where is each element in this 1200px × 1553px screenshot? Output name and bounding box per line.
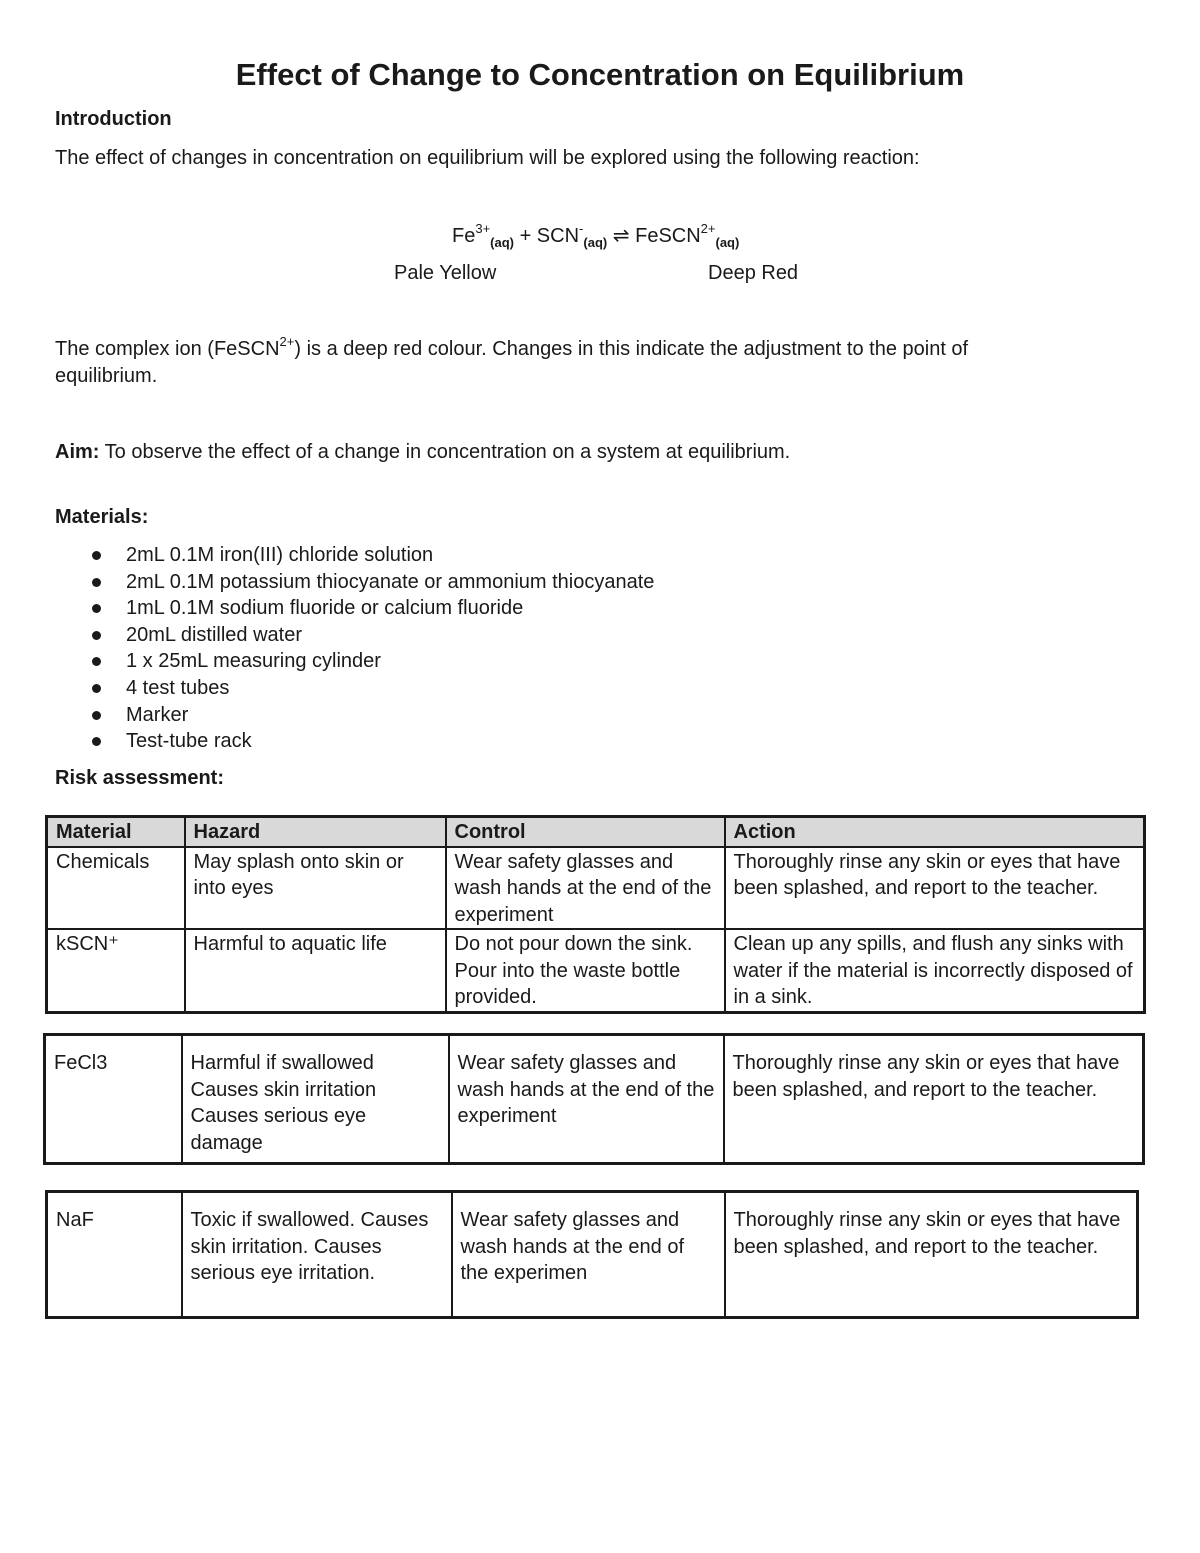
aim-text: To observe the effect of a change in concentration on a system at equilibrium. [99,441,791,463]
cell-action: Thoroughly rinse any skin or eyes that have been splashed, and report to the teacher. [725,1192,1138,1318]
complex-ion-text [55,334,969,361]
complex-ion-text-line2: equilibrium. [55,365,158,387]
cell-material: kSCN⁺ [47,929,185,1012]
table-row [47,929,1145,1012]
cell-hazard: Harmful if swallowed Causes skin irritation Causes serious eye damage [182,1035,449,1164]
equation-aq-3: (aq) [715,235,740,250]
materials-list-item: 2mL 0.1M iron(III) chloride solution [90,542,654,569]
materials-list-item: 4 test tubes [90,675,654,702]
equation-scn-charge: - [579,221,584,236]
equation-fe: Fe [452,225,476,247]
page-title: Effect of Change to Concentration on Equilibrium [235,57,965,92]
cell-material: Chemicals [47,847,185,930]
cell-action: Thoroughly rinse any skin or eyes that have been splashed, and report to the teacher. [724,1035,1144,1164]
aim-label: Aim: [55,441,100,463]
cell-material: NaF [47,1192,182,1318]
cell-hazard: Toxic if swallowed. Causes skin irritation. Causes serious eye irritation. [182,1192,452,1318]
table-row [47,847,1145,930]
aim-paragraph [55,441,790,464]
reaction-equation [452,223,739,248]
risk-table-naf [45,1190,1139,1319]
header-hazard: Hazard [185,817,446,847]
risk-table-fecl3 [43,1033,1145,1165]
complex-charge: 2+ [279,334,295,349]
table-row [45,1035,1144,1164]
equation-fe-charge: 3+ [475,221,491,236]
equation-scn: + SCN [514,225,580,247]
materials-list-item: 2mL 0.1M potassium thiocyanate or ammonium thiocyanate [90,569,654,596]
risk-assessment-heading: Risk assessment: [55,767,224,789]
colour-label-deep-red: Deep Red [708,262,799,284]
risk-table-main [45,815,1146,1014]
header-material: Material [47,817,185,847]
cell-material: FeCl3 [45,1035,182,1164]
materials-list [90,542,654,755]
header-control: Control [446,817,725,847]
cell-hazard: May splash onto skin or into eyes [185,847,446,930]
colour-label-pale-yellow: Pale Yellow [394,262,497,284]
header-action: Action [725,817,1145,847]
complex-text-end: ) is a deep red colour. Changes in this indicate the adjustment to the point of [294,338,969,360]
introduction-text: The effect of changes in concentration on equilibrium will be explored using the following reaction: [55,147,920,169]
materials-list-item: Marker [90,702,654,729]
cell-control: Do not pour down the sink. Pour into the waste bottle provided. [446,929,725,1012]
cell-action: Thoroughly rinse any skin or eyes that have been splashed, and report to the teacher. [725,847,1145,930]
cell-control: Wear safety glasses and wash hands at the end of the experiment [449,1035,724,1164]
materials-heading: Materials: [55,506,149,528]
cell-control: Wear safety glasses and wash hands at the end of the experiment [446,847,725,930]
cell-action: Clean up any spills, and flush any sinks with water if the material is incorrectly disposed of in a sink. [725,929,1145,1012]
introduction-heading: Introduction [55,108,172,130]
complex-text-start: The complex ion (FeSCN [55,338,280,360]
cell-hazard: Harmful to aquatic life [185,929,446,1012]
equation-product-charge: 2+ [700,221,716,236]
materials-list-item: 1mL 0.1M sodium fluoride or calcium fluoride [90,595,654,622]
equation-product: ⇌ FeSCN [607,225,701,247]
cell-control: Wear safety glasses and wash hands at the end of the experimen [452,1192,725,1318]
materials-list-item: 20mL distilled water [90,622,654,649]
risk-table-header-row [47,817,1145,847]
table-row [47,1192,1138,1318]
equation-aq-2: (aq) [583,235,608,250]
equation-aq-1: (aq) [490,235,515,250]
materials-list-item: 1 x 25mL measuring cylinder [90,648,654,675]
materials-list-item: Test-tube rack [90,728,654,755]
